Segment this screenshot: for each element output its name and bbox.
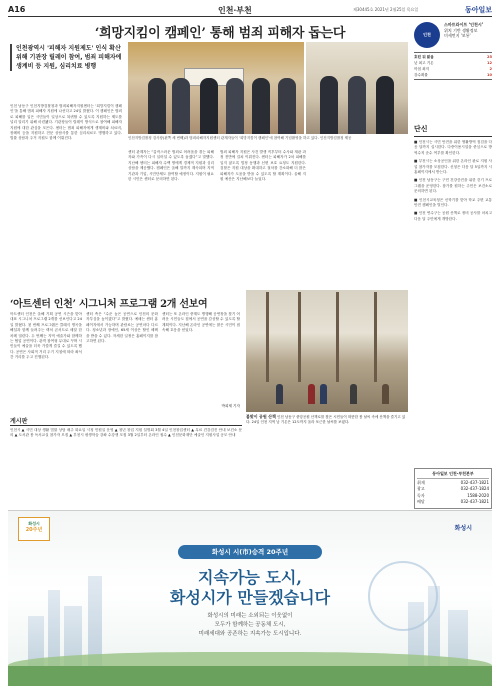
person-figure: [200, 78, 218, 134]
city-logo-ad: 화성시: [454, 525, 472, 532]
brief-item: ■ 인천시는 시민 안전을 위한 생활방역 점검을 다음 달까지 실시한다. 다중이용시설을 중심으로 방역수칙 준수 여부를 확인한다.: [414, 140, 492, 155]
issue-info: 제30445호 2021년 2월25일 목요일: [353, 7, 419, 12]
contact-box: [414, 468, 492, 509]
city-logo: 인천: [414, 22, 440, 48]
ad-body: 화성시의 미래는 소외되는 이웃없이: [207, 613, 293, 619]
weather-row: 낮 최고 기온 12: [414, 61, 492, 65]
brief-item: ■ 인천시교육청은 신학기를 맞아 학교 주변 교통안전 캠페인을 벌인다.: [414, 197, 492, 208]
main-headline: ‘희망지킴이 캠페인’ 통해 범죄 피해자 돕는다: [94, 26, 346, 41]
ad-slogan: 지속가능 도시,: [198, 568, 302, 587]
page-header: [8, 5, 492, 17]
article-column: 범죄 피해자 지원은 사건 발생 직후부터 수사와 재판 과정 전반에 걸쳐 이뤄진다. 센터는 피해자가 2차 피해를 입지 않도록 법정 동행과 신변 보호 요청도 지원한다. 검찰은 지원 대상을 확대하고 절차를 간소화해 더 많은 피해자가 도움을 받을 수 있도록 할 계획이다. 올해 지원 예산은 지난해보다 늘었다.: [220, 150, 306, 182]
pedestrian: [308, 384, 315, 404]
weather-panel: [414, 22, 492, 77]
person-figure: [148, 78, 166, 134]
ad-ribbon: 화성시 시(市)승격 20주년: [178, 545, 322, 559]
caption-text: 인천 남동구 중앙공원 산책로를 찾은 시민들이 따뜻한 봄 날씨 속에 산책을 즐기고 있다. 24일 인천 지역 낮 기온은 12도까지 올라 포근한 날씨를 보였다.: [246, 415, 406, 424]
weather-title: 스마트라이프 ‘인천시’: [444, 22, 484, 27]
anniversary-badge: 화성시 20주년: [18, 517, 50, 541]
caption-title: 봄맞이 공원 산책: [246, 414, 276, 419]
tree: [266, 292, 269, 382]
weather-table: [414, 52, 492, 80]
person-figure: [348, 76, 366, 134]
ad-body: 모두가 함께하는 공동체 도시,: [214, 622, 286, 628]
contact-row: 광고 032-437-1824: [417, 486, 489, 491]
weather-row: 흐린 뒤 맑음 25: [414, 55, 492, 59]
person-figure: [226, 78, 244, 134]
weather-row: 아침 최저 2: [414, 67, 492, 71]
brief-item: ■ 인천 남동구는 구민 건강증진을 위한 걷기 프로그램을 운영한다. 참가를 원하는 주민은 보건소로 문의하면 된다.: [414, 178, 492, 194]
contact-row: 취재 032-437-1821: [417, 479, 489, 485]
bulletin-title: 게시판: [10, 416, 242, 426]
article-column: 센터 관계자는 “갑작스러운 범죄로 어려움을 겪는 피해자와 가족이 다시 일어설 수 있도록 돕겠다”고 말했다. 지난해 센터는 피해자 수백 명에게 경제적 지원과 심리 상담을 제공했다. 캠페인은 올해 말까지 계속되며 지역 기관과 기업, 시민단체도 참여할 예정이다. 지원이 필요한 시민은 센터로 문의하면 된다.: [128, 150, 214, 182]
contact-row: 독자 1588-2020: [417, 492, 489, 498]
bulletin-text: 인천시 ▲ 시민 대상 생활 법률 상담 매주 화요일 시청 민원실 운영 ▲ 청년 창업 지원 설명회 3월 4일 인천창업센터 ▲ 무료 건강검진 안내 보건소 문의 ▲ 도서관 봄 독서교실 참가자 모집 ▲ 부천시 평생학습 강좌 수강생 모집 3월 2일부터 온라인 접수 ▲ 인천문화재단 예술인 지원사업 공모 안내: [10, 428, 242, 438]
weather-row: 강수확률 10: [414, 73, 492, 77]
briefs-title: 단신: [414, 124, 492, 137]
tree: [374, 292, 377, 382]
contact-title: 동아일보 인천·부천본부: [417, 471, 489, 479]
story2-headline: ‘아트센터 인천’ 시그니처 프로그램 2개 선보여: [10, 299, 208, 310]
person-figure: [252, 78, 270, 134]
ad-slogan: 화성시가 만들겠습니다: [169, 588, 331, 607]
brief-item: ■ 부천시는 소상공인을 위한 온라인 판로 지원 사업 참가자를 모집한다. 신청은 다음 달 5일까지 시 홈페이지에서 받는다.: [414, 159, 492, 175]
bulletin-board: [10, 416, 242, 508]
person-figure: [172, 78, 190, 134]
green-ground: [8, 666, 492, 686]
photo-caption: 인천지방검찰청 검사장(왼쪽 세 번째)과 범죄피해자지원센터 관계자들이 ‘희망지킴이 캠페인’에 참여해 기념촬영을 하고 있다. 인천지방검찰청 제공: [128, 136, 352, 140]
article-column: 아트센터 인천은 올해 기획 공연 시즌을 맞아 대표 시그니처 프로그램 2개를 선보인다고 24일 밝혔다. 첫 번째 프로그램은 클래식 명곡을 해설과 함께 들려주는 렉처 콘서트로 매달 한 차례 열린다. 두 번째는 지역 예술가와 함께하는 협업 공연이다. 관객 참여형 무대로 꾸며 시민들이 예술을 더욱 가깝게 즐길 수 있도록 했다. 공연은 사회적 거리 두기 지침에 따라 좌석 간 거리를 두고 진행된다.: [10, 312, 82, 360]
park-photo: [246, 290, 408, 412]
pedestrian: [350, 384, 357, 404]
pedestrian: [320, 384, 327, 404]
ad-body: 미래세대와 공존하는 지속가능 도시입니다.: [198, 631, 302, 637]
article-column: 인천 남동구 인천지방검찰청과 범죄피해자지원센터는 ‘희망지킴이 캠페인’을 통해 범죄 피해자 지원에 나선다고 24일 밝혔다. 이 캠페인은 범죄로 피해를 입은 시민들이 일상으로 복귀할 수 있도록 지원하는 제도를 널리 알리기 위해 마련됐다. 기관장들이 릴레이 방식으로 참여해 피해자 지원에 대한 관심을 모은다. 센터는 범죄 피해자에게 생계비와 치료비, 장례비 등을 지원하고 전문 상담사를 통한 심리치료도 병행하고 있다. 법률 상담과 주거 지원도 함께 이뤄진다.: [10, 104, 122, 141]
ceremony-photo: [128, 42, 304, 134]
byline: 박희제 기자: [221, 404, 240, 408]
pedestrian: [276, 384, 283, 404]
officials-photo: [306, 42, 408, 134]
paper-logo: 동아일보: [464, 5, 492, 14]
weather-line: 미세먼지 '보통': [444, 33, 471, 38]
contact-row: 배달 032-437-1821: [417, 499, 489, 504]
pedestrian: [382, 384, 389, 404]
main-deck: 인천광역시 '피해자 지원제도' 인식 확산위해 기관장 릴레이 참여, 범죄 피해자에 생계비 등 지원, 심리치료 병행: [10, 44, 122, 71]
tree: [298, 292, 301, 382]
section-name: 인천·부천: [218, 5, 252, 15]
person-figure: [320, 76, 338, 134]
city-advertisement: [8, 510, 492, 686]
article-column: 센터 측은 “수준 높은 공연으로 인천의 문화 자부심을 높이겠다”고 밝혔다. 예매는 센터 홈페이지에서 가능하며 관람료는 공연마다 다르다. 청소년과 장애인, 65세 이상은 할인 혜택을 받을 수 있다. 자세한 일정은 홈페이지를 참고하면 된다.: [86, 312, 158, 344]
tree: [336, 292, 339, 382]
news-briefs: [414, 124, 492, 222]
weather-line: 위치 기반 생활정보: [444, 27, 478, 33]
park-caption: [246, 414, 408, 425]
page-number: A16: [8, 5, 26, 14]
article-column: 센터는 또 온라인 중계도 병행해 공연장을 찾기 어려운 시민들도 집에서 공연을 감상할 수 있도록 할 계획이다. 지난해 온라인 공연에는 많은 시민이 접속해 호응을 얻었다.: [162, 312, 240, 333]
brief-item: ■ 인천 연수구는 공원 산책로 정비 공사를 마치고 다음 달 주민에게 개방한다.: [414, 211, 492, 221]
person-figure: [376, 76, 394, 134]
person-figure: [278, 78, 296, 134]
